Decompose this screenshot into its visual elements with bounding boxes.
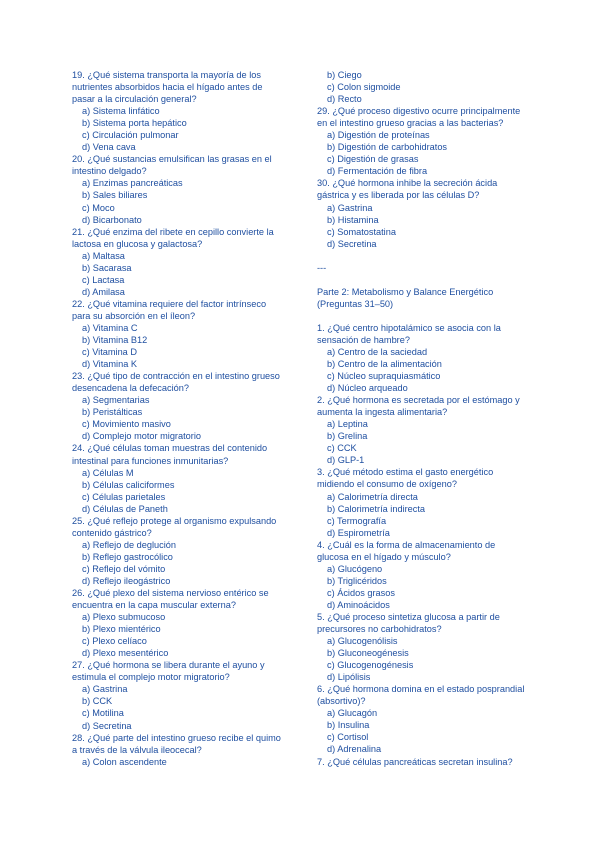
question-text-line: 28. ¿Qué parte del intestino grueso recibe el quimo xyxy=(72,732,281,743)
answer-option: b) Calorimetría indirecta xyxy=(327,503,426,514)
question-block xyxy=(317,322,543,394)
answer-option: b) Sacarasa xyxy=(82,262,132,273)
answer-option: a) Gastrina xyxy=(327,202,373,213)
question-block xyxy=(72,69,304,153)
answer-option: a) Maltasa xyxy=(82,250,125,261)
question-text-line: intestino delgado? xyxy=(72,166,147,177)
question-block xyxy=(72,442,304,514)
answer-option: c) Vitamina D xyxy=(82,347,137,358)
question-block xyxy=(72,732,304,768)
question-text-line: contenido gástrico? xyxy=(72,527,152,538)
answer-option: d) Amilasa xyxy=(82,286,125,297)
answer-option: b) Sistema porta hepático xyxy=(82,118,187,129)
answer-option: a) Gastrina xyxy=(82,684,128,695)
answer-option: a) Plexo submucoso xyxy=(82,612,166,623)
question-block xyxy=(317,539,543,611)
answer-option: a) Glucagón xyxy=(327,708,378,719)
question-block xyxy=(72,587,304,659)
question-block xyxy=(72,659,304,731)
answer-option: b) Reflejo gastrocólico xyxy=(82,551,173,562)
answer-option: c) Lactasa xyxy=(82,274,125,285)
answer-option: c) Motilina xyxy=(82,708,124,719)
question-text-line: desencadena la defecación? xyxy=(72,383,189,394)
answer-option: a) Segmentarias xyxy=(82,395,150,406)
spacer xyxy=(317,274,543,286)
answer-option: d) Células de Paneth xyxy=(82,503,168,514)
answer-option: d) Espirometría xyxy=(327,527,390,538)
answer-option: c) Termografía xyxy=(327,515,387,526)
question-text-line: glucosa en el hígado y músculo? xyxy=(317,551,451,562)
question-text-line: intestinal para funciones inmunitarias? xyxy=(72,455,229,466)
answer-option: b) Gluconeogénesis xyxy=(327,648,409,659)
answer-option: b) Grelina xyxy=(327,431,368,442)
answer-option: d) Secretina xyxy=(327,238,377,249)
answer-option: d) Núcleo arqueado xyxy=(327,383,408,394)
question-block xyxy=(72,370,304,442)
answer-option: c) Circulación pulmonar xyxy=(82,130,179,141)
answer-option: d) Vitamina K xyxy=(82,359,137,370)
answer-option: d) Reflejo ileogástrico xyxy=(82,575,171,586)
question-text-line: gástrica y es liberada por las células D? xyxy=(317,190,480,201)
answer-option: c) Glucogenogénesis xyxy=(327,660,414,671)
answer-option: c) Ácidos grasos xyxy=(327,587,395,598)
answer-option: b) Peristálticas xyxy=(82,407,143,418)
question-text-line: 2. ¿Qué hormona es secretada por el estómago y xyxy=(317,395,520,406)
question-text-line: 1. ¿Qué centro hipotalámico se asocia con la xyxy=(317,322,501,333)
answer-option: b) Plexo mientérico xyxy=(82,624,161,635)
part-heading-line-1: Parte 2: Metabolismo y Balance Energético xyxy=(317,286,494,297)
question-text-line: 23. ¿Qué tipo de contracción en el intestino grueso xyxy=(72,371,280,382)
question-text-line: aumenta la ingesta alimentaria? xyxy=(317,407,448,418)
answer-option: d) Complejo motor migratorio xyxy=(82,431,201,442)
answer-option: d) Secretina xyxy=(82,720,132,731)
question-text-line: 24. ¿Qué células toman muestras del contenido xyxy=(72,443,268,454)
answer-option: b) Triglicéridos xyxy=(327,575,387,586)
answer-option: d) Recto xyxy=(327,94,362,105)
question-text-line: 3. ¿Qué método estima el gasto energético xyxy=(317,467,494,478)
question-text-line: midiendo el consumo de oxígeno? xyxy=(317,479,457,490)
question-text-line: para su absorción en el íleon? xyxy=(72,310,196,321)
answer-option: c) Células parietales xyxy=(82,491,166,502)
answer-option: b) Sales biliares xyxy=(82,190,148,201)
answer-option: c) Reflejo del vómito xyxy=(82,563,166,574)
question-text-line: 4. ¿Cuál es la forma de almacenamiento de xyxy=(317,539,496,550)
question-text-line: 6. ¿Qué hormona domina en el estado posprandial xyxy=(317,684,525,695)
question-block xyxy=(72,515,304,587)
question-text-line: 20. ¿Qué sustancias emulsifican las grasas en el xyxy=(72,154,272,165)
answer-option: d) Lipólisis xyxy=(327,672,371,683)
part-heading-line-2: (Preguntas 31–50) xyxy=(317,298,394,309)
answer-option: d) Fermentación de fibra xyxy=(327,166,428,177)
question-text-line: 26. ¿Qué plexo del sistema nervioso entérico se xyxy=(72,588,269,599)
question-list-part1 xyxy=(317,105,543,250)
answer-option: d) Aminoácidos xyxy=(327,599,390,610)
question-text-line: en el intestino grueso gracias a las bacterias? xyxy=(317,118,504,129)
spacer xyxy=(317,310,543,322)
answer-option: a) Sistema linfático xyxy=(82,106,160,117)
question-text-line: pasar a la circulación general? xyxy=(72,94,197,105)
answer-option: a) Glucogenólisis xyxy=(327,636,398,647)
answer-option: a) Digestión de proteínas xyxy=(327,130,430,141)
question-block xyxy=(317,756,543,768)
question-block xyxy=(317,394,543,466)
question-block xyxy=(317,177,543,249)
question-text-line: lactosa en glucosa y galactosa? xyxy=(72,238,203,249)
question-text-line: 29. ¿Qué proceso digestivo ocurre principalmente xyxy=(317,106,521,117)
question-block xyxy=(317,611,543,683)
answer-option: a) Glucógeno xyxy=(327,563,383,574)
answer-option: c) Cortisol xyxy=(327,732,369,743)
answer-option: c) Plexo celíaco xyxy=(82,636,147,647)
question-text-line: 22. ¿Qué vitamina requiere del factor intrínseco xyxy=(72,298,267,309)
question-block xyxy=(317,683,543,755)
question-block xyxy=(72,153,304,225)
question-block xyxy=(317,105,543,177)
answer-option: c) Moco xyxy=(82,202,115,213)
continued-options xyxy=(317,69,543,105)
question-text-line: (absortivo)? xyxy=(317,696,366,707)
answer-option: b) Vitamina B12 xyxy=(82,335,148,346)
question-text-line: a través de la válvula ileocecal? xyxy=(72,744,202,755)
answer-option: d) Vena cava xyxy=(82,142,136,153)
question-block xyxy=(317,466,543,538)
question-text-line: 5. ¿Qué proceso sintetiza glucosa a partir de xyxy=(317,611,500,622)
question-text-line: precursores no carbohidratos? xyxy=(317,624,442,635)
question-text-line: estimula el complejo motor migratorio? xyxy=(72,672,230,683)
question-text-line: 30. ¿Qué hormona inhibe la secreción ácida xyxy=(317,178,498,189)
answer-option: b) Insulina xyxy=(327,720,370,731)
right-column xyxy=(317,69,543,768)
answer-option: b) Ciego xyxy=(327,70,362,80)
answer-option: a) Calorimetría directa xyxy=(327,491,418,502)
question-text-line: 19. ¿Qué sistema transporta la mayoría de los xyxy=(72,70,261,80)
answer-option: d) GLP-1 xyxy=(327,455,365,466)
left-column xyxy=(72,69,304,768)
answer-option: b) CCK xyxy=(82,696,113,707)
question-text-line: encuentra en la capa muscular externa? xyxy=(72,600,236,611)
answer-option: b) Células caliciformes xyxy=(82,479,175,490)
question-text-line: 25. ¿Qué reflejo protege al organismo expulsando xyxy=(72,515,277,526)
section-separator: --- xyxy=(317,262,327,273)
question-text-line: 7. ¿Qué células pancreáticas secretan insulina? xyxy=(317,756,513,767)
answer-option: a) Centro de la saciedad xyxy=(327,346,428,357)
answer-option: a) Enzimas pancreáticas xyxy=(82,178,183,189)
answer-option: d) Bicarbonato xyxy=(82,214,142,225)
question-list-part2 xyxy=(317,322,543,768)
answer-option: a) Colon ascendente xyxy=(82,756,167,767)
question-block xyxy=(72,226,304,298)
question-text-line: 21. ¿Qué enzima del ribete en cepillo convierte la xyxy=(72,226,274,237)
answer-option: a) Leptina xyxy=(327,419,368,430)
question-text-line: 27. ¿Qué hormona se libera durante el ayuno y xyxy=(72,660,265,671)
answer-option: a) Vitamina C xyxy=(82,322,138,333)
spacer xyxy=(317,250,543,262)
answer-option: b) Histamina xyxy=(327,214,379,225)
answer-option: c) Colon sigmoide xyxy=(327,82,401,93)
answer-option: d) Plexo mesentérico xyxy=(82,648,169,659)
question-block xyxy=(72,298,304,370)
question-text-line: nutrientes absorbidos hacia el hígado antes de xyxy=(72,82,263,93)
answer-option: b) Digestión de carbohidratos xyxy=(327,142,448,153)
answer-option: c) Digestión de grasas xyxy=(327,154,419,165)
answer-option: c) Somatostatina xyxy=(327,226,396,237)
answer-option: a) Reflejo de deglución xyxy=(82,539,176,550)
question-text-line: sensación de hambre? xyxy=(317,334,410,345)
answer-option: c) Núcleo supraquiasmático xyxy=(327,371,441,382)
answer-option: d) Adrenalina xyxy=(327,744,382,755)
answer-option: a) Células M xyxy=(82,467,134,478)
answer-option: c) CCK xyxy=(327,443,357,454)
answer-option: c) Movimiento masivo xyxy=(82,419,171,430)
answer-option: b) Centro de la alimentación xyxy=(327,358,442,369)
